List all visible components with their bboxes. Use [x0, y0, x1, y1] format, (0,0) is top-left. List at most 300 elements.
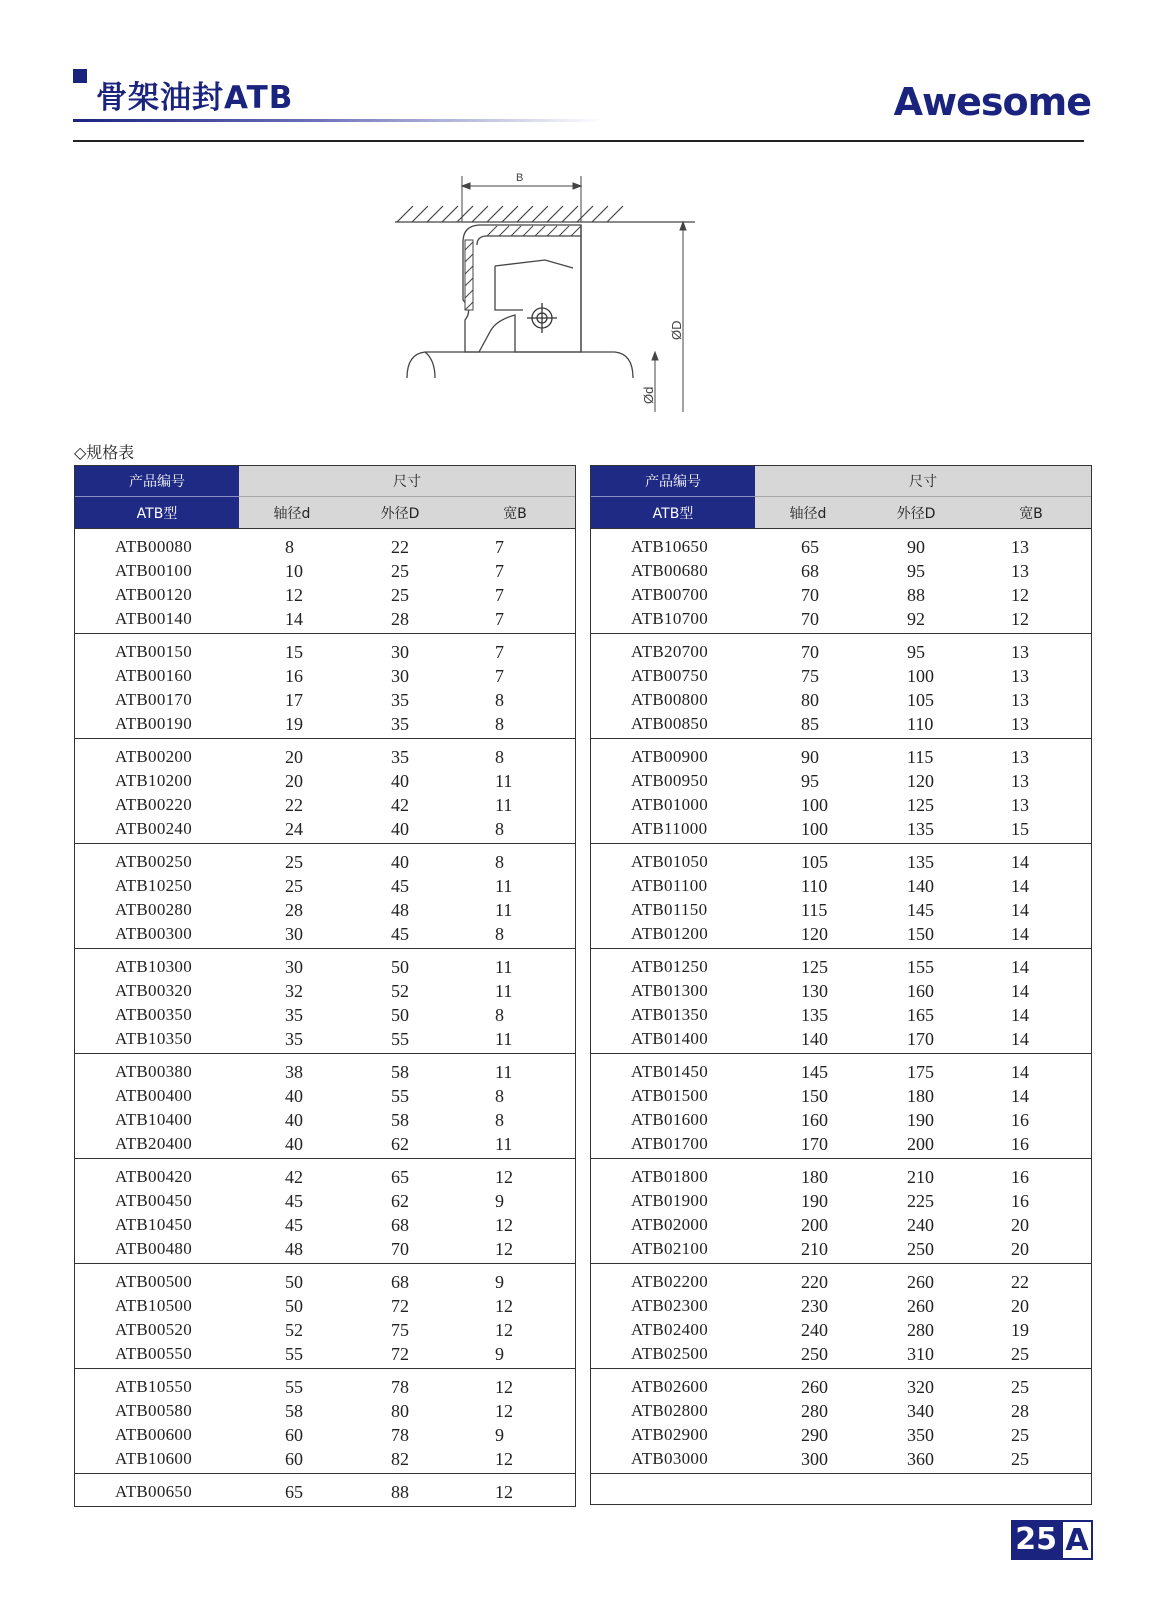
cell-width: 11 [495, 1133, 513, 1154]
cell-shaft-diameter: 45 [285, 1214, 303, 1235]
cell-product-code: ATB10500 [115, 1296, 193, 1315]
cell-outer-diameter: 95 [907, 641, 925, 662]
cell-outer-diameter: 45 [391, 875, 409, 896]
cell-width: 19 [1011, 1319, 1029, 1340]
cell-width: 7 [495, 560, 504, 581]
cell-outer-diameter: 125 [907, 794, 934, 815]
cell-product-code: ATB01100 [631, 876, 708, 895]
cell-product-code: ATB01450 [631, 1062, 709, 1081]
cell-outer-diameter: 88 [391, 1481, 409, 1502]
cell-product-code: ATB11000 [631, 819, 708, 838]
cell-outer-diameter: 58 [391, 1109, 409, 1130]
cell-outer-diameter: 22 [391, 536, 409, 557]
row-group [591, 949, 1091, 1054]
cell-outer-diameter: 65 [391, 1166, 409, 1187]
table-row [591, 1447, 1091, 1471]
row-group [591, 1054, 1091, 1159]
header-outer-diameter: 外径D [896, 505, 936, 522]
cell-shaft-diameter: 230 [801, 1295, 828, 1316]
row-group [75, 1369, 575, 1474]
row-group [75, 949, 575, 1054]
cell-width: 25 [1011, 1424, 1029, 1445]
cell-width: 12 [495, 1214, 513, 1235]
cell-width: 8 [495, 689, 504, 710]
table-row [591, 1084, 1091, 1108]
cell-outer-diameter: 175 [907, 1061, 934, 1082]
table-row [591, 583, 1091, 607]
cell-width: 12 [495, 1319, 513, 1340]
cell-outer-diameter: 58 [391, 1061, 409, 1082]
cell-shaft-diameter: 200 [801, 1214, 828, 1235]
cell-outer-diameter: 82 [391, 1448, 409, 1469]
table-row [75, 712, 575, 736]
cell-shaft-diameter: 210 [801, 1238, 828, 1259]
cell-width: 12 [1011, 584, 1029, 605]
cell-width: 8 [495, 923, 504, 944]
cell-width: 12 [495, 1400, 513, 1421]
cell-product-code: ATB02400 [631, 1320, 709, 1339]
cell-product-code: ATB00220 [115, 795, 193, 814]
table-row [591, 1003, 1091, 1027]
cell-shaft-diameter: 90 [801, 746, 819, 767]
cell-product-code: ATB02600 [631, 1377, 709, 1396]
cell-width: 11 [495, 956, 513, 977]
cell-width: 14 [1011, 851, 1029, 872]
table-row [75, 1108, 575, 1132]
cell-width: 12 [495, 1238, 513, 1259]
cell-outer-diameter: 320 [907, 1376, 934, 1397]
cell-shaft-diameter: 35 [285, 1028, 303, 1049]
cell-outer-diameter: 145 [907, 899, 934, 920]
cell-shaft-diameter: 120 [801, 923, 828, 944]
cell-shaft-diameter: 190 [801, 1190, 828, 1211]
cell-width: 13 [1011, 560, 1029, 581]
cell-width: 14 [1011, 1061, 1029, 1082]
cell-product-code: ATB01000 [631, 795, 709, 814]
header-atb-type: ATB型 [75, 497, 239, 528]
cell-product-code: ATB03000 [631, 1449, 709, 1468]
row-group [591, 529, 1091, 634]
cell-width: 11 [495, 1028, 513, 1049]
cell-width: 13 [1011, 665, 1029, 686]
table-row [591, 1108, 1091, 1132]
cell-shaft-diameter: 95 [801, 770, 819, 791]
cell-product-code: ATB00650 [115, 1482, 193, 1501]
cell-outer-diameter: 360 [907, 1448, 934, 1469]
cell-product-code: ATB00400 [115, 1086, 193, 1105]
cell-shaft-diameter: 58 [285, 1400, 303, 1421]
table-row [591, 1318, 1091, 1342]
cell-product-code: ATB00200 [115, 747, 193, 766]
cell-product-code: ATB10700 [631, 609, 709, 628]
cell-product-code: ATB00600 [115, 1425, 193, 1444]
cell-shaft-diameter: 19 [285, 713, 303, 734]
table-row [75, 898, 575, 922]
table-row [591, 769, 1091, 793]
cell-outer-diameter: 80 [391, 1400, 409, 1421]
cell-outer-diameter: 110 [907, 713, 934, 734]
cell-outer-diameter: 30 [391, 665, 409, 686]
cell-width: 13 [1011, 641, 1029, 662]
page-title: 骨架油封ATB [96, 80, 294, 116]
cell-width: 13 [1011, 746, 1029, 767]
cell-product-code: ATB00140 [115, 609, 193, 628]
cell-product-code: ATB10450 [115, 1215, 193, 1234]
cell-outer-diameter: 35 [391, 746, 409, 767]
table-row [591, 874, 1091, 898]
table-row [75, 1132, 575, 1156]
table-row [591, 688, 1091, 712]
cell-shaft-diameter: 30 [285, 923, 303, 944]
cell-product-code: ATB00900 [631, 747, 709, 766]
cell-shaft-diameter: 20 [285, 746, 303, 767]
cell-product-code: ATB00450 [115, 1191, 193, 1210]
cell-product-code: ATB02100 [631, 1239, 709, 1258]
cell-product-code: ATB01150 [631, 900, 708, 919]
shaft [407, 352, 633, 378]
table-row [75, 979, 575, 1003]
cell-product-code: ATB00580 [115, 1401, 193, 1420]
cell-width: 12 [495, 1295, 513, 1316]
table-row [75, 1060, 575, 1084]
table-row [591, 535, 1091, 559]
header-outer-diameter: 外径D [380, 505, 420, 522]
table-body [591, 529, 1091, 1504]
cell-shaft-diameter: 130 [801, 980, 828, 1001]
table-row [75, 769, 575, 793]
cell-product-code: ATB00160 [115, 666, 193, 685]
cell-shaft-diameter: 14 [285, 608, 303, 629]
table-body [75, 529, 575, 1506]
cell-outer-diameter: 140 [907, 875, 934, 896]
cell-outer-diameter: 150 [907, 923, 934, 944]
cell-product-code: ATB02300 [631, 1296, 709, 1315]
title-marker [73, 69, 87, 83]
cell-width: 14 [1011, 923, 1029, 944]
label-shaft-diameter: Ød [641, 386, 656, 404]
housing-hatch [395, 206, 695, 222]
row-group [75, 1474, 575, 1506]
row-group [75, 1159, 575, 1264]
cell-width: 11 [495, 794, 513, 815]
cell-width: 14 [1011, 875, 1029, 896]
row-group [75, 1054, 575, 1159]
table-row [75, 1294, 575, 1318]
header-dimensions: 尺寸 [755, 466, 1091, 497]
cell-shaft-diameter: 8 [285, 536, 294, 557]
table-row [591, 1165, 1091, 1189]
cell-width: 16 [1011, 1190, 1029, 1211]
cell-outer-diameter: 350 [907, 1424, 934, 1445]
cell-outer-diameter: 78 [391, 1376, 409, 1397]
cell-shaft-diameter: 16 [285, 665, 303, 686]
cell-shaft-diameter: 75 [801, 665, 819, 686]
cell-shaft-diameter: 50 [285, 1271, 303, 1292]
cell-product-code: ATB00190 [115, 714, 193, 733]
cell-shaft-diameter: 290 [801, 1424, 828, 1445]
table-row [75, 688, 575, 712]
cell-shaft-diameter: 80 [801, 689, 819, 710]
cell-outer-diameter: 40 [391, 851, 409, 872]
cell-outer-diameter: 92 [907, 608, 925, 629]
cell-shaft-diameter: 300 [801, 1448, 828, 1469]
cell-shaft-diameter: 145 [801, 1061, 828, 1082]
cell-shaft-diameter: 250 [801, 1343, 828, 1364]
cell-product-code: ATB01200 [631, 924, 709, 943]
table-row [75, 1342, 575, 1366]
cell-shaft-diameter: 65 [801, 536, 819, 557]
cell-outer-diameter: 30 [391, 641, 409, 662]
cell-shaft-diameter: 60 [285, 1448, 303, 1469]
cell-outer-diameter: 35 [391, 689, 409, 710]
empty-row [591, 1480, 1091, 1502]
cell-product-code: ATB10350 [115, 1029, 193, 1048]
cell-outer-diameter: 135 [907, 818, 934, 839]
cell-shaft-diameter: 160 [801, 1109, 828, 1130]
cell-outer-diameter: 170 [907, 1028, 934, 1049]
cell-product-code: ATB00700 [631, 585, 709, 604]
label-outer-diameter: ØD [669, 320, 684, 340]
cell-shaft-diameter: 22 [285, 794, 303, 815]
cell-width: 11 [495, 875, 513, 896]
cell-shaft-diameter: 55 [285, 1376, 303, 1397]
cell-width: 25 [1011, 1343, 1029, 1364]
cell-width: 8 [495, 1004, 504, 1025]
cell-product-code: ATB00750 [631, 666, 709, 685]
table-row [75, 664, 575, 688]
header-width: 宽B [503, 505, 527, 522]
cell-width: 16 [1011, 1109, 1029, 1130]
cell-width: 14 [1011, 1085, 1029, 1106]
table-row [75, 874, 575, 898]
cell-product-code: ATB01300 [631, 981, 709, 1000]
cell-width: 16 [1011, 1133, 1029, 1154]
cell-shaft-diameter: 48 [285, 1238, 303, 1259]
cell-outer-diameter: 50 [391, 956, 409, 977]
cell-product-code: ATB01250 [631, 957, 709, 976]
cell-outer-diameter: 260 [907, 1271, 934, 1292]
cell-shaft-diameter: 10 [285, 560, 303, 581]
header-width: 宽B [1019, 505, 1043, 522]
row-group [591, 634, 1091, 739]
cell-shaft-diameter: 50 [285, 1295, 303, 1316]
cell-product-code: ATB10300 [115, 957, 193, 976]
cell-width: 25 [1011, 1448, 1029, 1469]
table-row [75, 1237, 575, 1261]
cell-outer-diameter: 45 [391, 923, 409, 944]
cell-product-code: ATB00320 [115, 981, 193, 1000]
cell-shaft-diameter: 115 [801, 899, 828, 920]
cell-outer-diameter: 40 [391, 818, 409, 839]
row-group [75, 1264, 575, 1369]
cell-outer-diameter: 165 [907, 1004, 934, 1025]
cell-shaft-diameter: 45 [285, 1190, 303, 1211]
cell-shaft-diameter: 240 [801, 1319, 828, 1340]
cell-outer-diameter: 68 [391, 1271, 409, 1292]
cell-width: 8 [495, 1109, 504, 1130]
cell-product-code: ATB00300 [115, 924, 193, 943]
table-row [591, 979, 1091, 1003]
cell-outer-diameter: 160 [907, 980, 934, 1001]
row-group [591, 1474, 1091, 1504]
cell-outer-diameter: 95 [907, 560, 925, 581]
cell-outer-diameter: 28 [391, 608, 409, 629]
cell-width: 13 [1011, 794, 1029, 815]
cell-shaft-diameter: 65 [285, 1481, 303, 1502]
cell-product-code: ATB00520 [115, 1320, 193, 1339]
cell-shaft-diameter: 70 [801, 608, 819, 629]
cell-outer-diameter: 340 [907, 1400, 934, 1421]
cell-width: 8 [495, 851, 504, 872]
header-product-code: 产品编号 [591, 466, 755, 497]
cell-width: 20 [1011, 1295, 1029, 1316]
cell-outer-diameter: 35 [391, 713, 409, 734]
cell-outer-diameter: 25 [391, 584, 409, 605]
page-number: 25 [1011, 1520, 1061, 1560]
table-row [75, 640, 575, 664]
spec-table-left [74, 465, 576, 1507]
table-row [75, 1084, 575, 1108]
row-group [75, 844, 575, 949]
cell-product-code: ATB10650 [631, 537, 709, 556]
cell-product-code: ATB00170 [115, 690, 193, 709]
cell-width: 12 [495, 1481, 513, 1502]
table-row [591, 1423, 1091, 1447]
cell-product-code: ATB00680 [631, 561, 709, 580]
cell-shaft-diameter: 15 [285, 641, 303, 662]
cell-outer-diameter: 78 [391, 1424, 409, 1445]
cell-shaft-diameter: 125 [801, 956, 828, 977]
cell-product-code: ATB02900 [631, 1425, 709, 1444]
cell-product-code: ATB02800 [631, 1401, 709, 1420]
cell-product-code: ATB00500 [115, 1272, 193, 1291]
title-underline [73, 119, 603, 122]
cell-width: 7 [495, 608, 504, 629]
cell-product-code: ATB00950 [631, 771, 709, 790]
cell-product-code: ATB20700 [631, 642, 709, 661]
row-group [591, 1159, 1091, 1264]
table-subheader-row [75, 497, 575, 529]
cell-shaft-diameter: 70 [801, 584, 819, 605]
cell-width: 28 [1011, 1400, 1029, 1421]
cell-shaft-diameter: 38 [285, 1061, 303, 1082]
cell-shaft-diameter: 100 [801, 818, 828, 839]
cell-product-code: ATB01700 [631, 1134, 709, 1153]
cell-outer-diameter: 75 [391, 1319, 409, 1340]
cell-width: 7 [495, 665, 504, 686]
cell-shaft-diameter: 150 [801, 1085, 828, 1106]
cell-product-code: ATB10550 [115, 1377, 193, 1396]
cell-product-code: ATB01900 [631, 1191, 709, 1210]
table-row [591, 793, 1091, 817]
table-row [591, 712, 1091, 736]
table-row [591, 1294, 1091, 1318]
cell-product-code: ATB00800 [631, 690, 709, 709]
table-row [75, 1423, 575, 1447]
cell-outer-diameter: 280 [907, 1319, 934, 1340]
cell-width: 11 [495, 770, 513, 791]
row-group [591, 739, 1091, 844]
cell-width: 13 [1011, 770, 1029, 791]
cell-product-code: ATB00420 [115, 1167, 193, 1186]
cell-shaft-diameter: 100 [801, 794, 828, 815]
cell-outer-diameter: 72 [391, 1343, 409, 1364]
cell-width: 22 [1011, 1271, 1029, 1292]
cell-width: 12 [495, 1448, 513, 1469]
cell-outer-diameter: 40 [391, 770, 409, 791]
table-row [75, 1399, 575, 1423]
cell-width: 12 [1011, 608, 1029, 629]
row-group [591, 844, 1091, 949]
table-row [75, 1375, 575, 1399]
cell-outer-diameter: 190 [907, 1109, 934, 1130]
cell-product-code: ATB00280 [115, 900, 193, 919]
cell-product-code: ATB00380 [115, 1062, 193, 1081]
cell-shaft-diameter: 260 [801, 1376, 828, 1397]
cell-product-code: ATB02000 [631, 1215, 709, 1234]
cell-shaft-diameter: 40 [285, 1085, 303, 1106]
table-row [75, 745, 575, 769]
seal-body [463, 225, 581, 352]
cell-width: 8 [495, 746, 504, 767]
cell-outer-diameter: 135 [907, 851, 934, 872]
cell-product-code: ATB01050 [631, 852, 709, 871]
table-row [591, 640, 1091, 664]
cell-shaft-diameter: 17 [285, 689, 303, 710]
diameter-dimensions [652, 222, 686, 412]
table-row [591, 922, 1091, 946]
cell-shaft-diameter: 28 [285, 899, 303, 920]
page-suffix: A [1061, 1520, 1093, 1560]
cell-width: 14 [1011, 1004, 1029, 1025]
cell-outer-diameter: 90 [907, 536, 925, 557]
table-row [591, 559, 1091, 583]
row-group [75, 739, 575, 844]
cell-shaft-diameter: 85 [801, 713, 819, 734]
cell-product-code: ATB20400 [115, 1134, 193, 1153]
table-row [75, 1027, 575, 1051]
cell-shaft-diameter: 140 [801, 1028, 828, 1049]
table-row [591, 1060, 1091, 1084]
cell-outer-diameter: 25 [391, 560, 409, 581]
table-row [75, 535, 575, 559]
cell-width: 25 [1011, 1376, 1029, 1397]
table-subheader-row [591, 497, 1091, 529]
cell-width: 15 [1011, 818, 1029, 839]
cell-outer-diameter: 310 [907, 1343, 934, 1364]
cell-product-code: ATB10400 [115, 1110, 193, 1129]
cell-outer-diameter: 68 [391, 1214, 409, 1235]
table-row [591, 1189, 1091, 1213]
row-group [75, 529, 575, 634]
cell-product-code: ATB01600 [631, 1110, 709, 1129]
cell-shaft-diameter: 35 [285, 1004, 303, 1025]
table-row [591, 898, 1091, 922]
cell-product-code: ATB00850 [631, 714, 709, 733]
table-row [75, 583, 575, 607]
cell-shaft-diameter: 220 [801, 1271, 828, 1292]
cell-outer-diameter: 180 [907, 1085, 934, 1106]
cell-width: 16 [1011, 1166, 1029, 1187]
table-row [75, 955, 575, 979]
cell-shaft-diameter: 25 [285, 851, 303, 872]
cell-outer-diameter: 155 [907, 956, 934, 977]
table-row [75, 1189, 575, 1213]
row-group [591, 1369, 1091, 1474]
cell-width: 14 [1011, 899, 1029, 920]
table-row [75, 1213, 575, 1237]
table-row [75, 793, 575, 817]
